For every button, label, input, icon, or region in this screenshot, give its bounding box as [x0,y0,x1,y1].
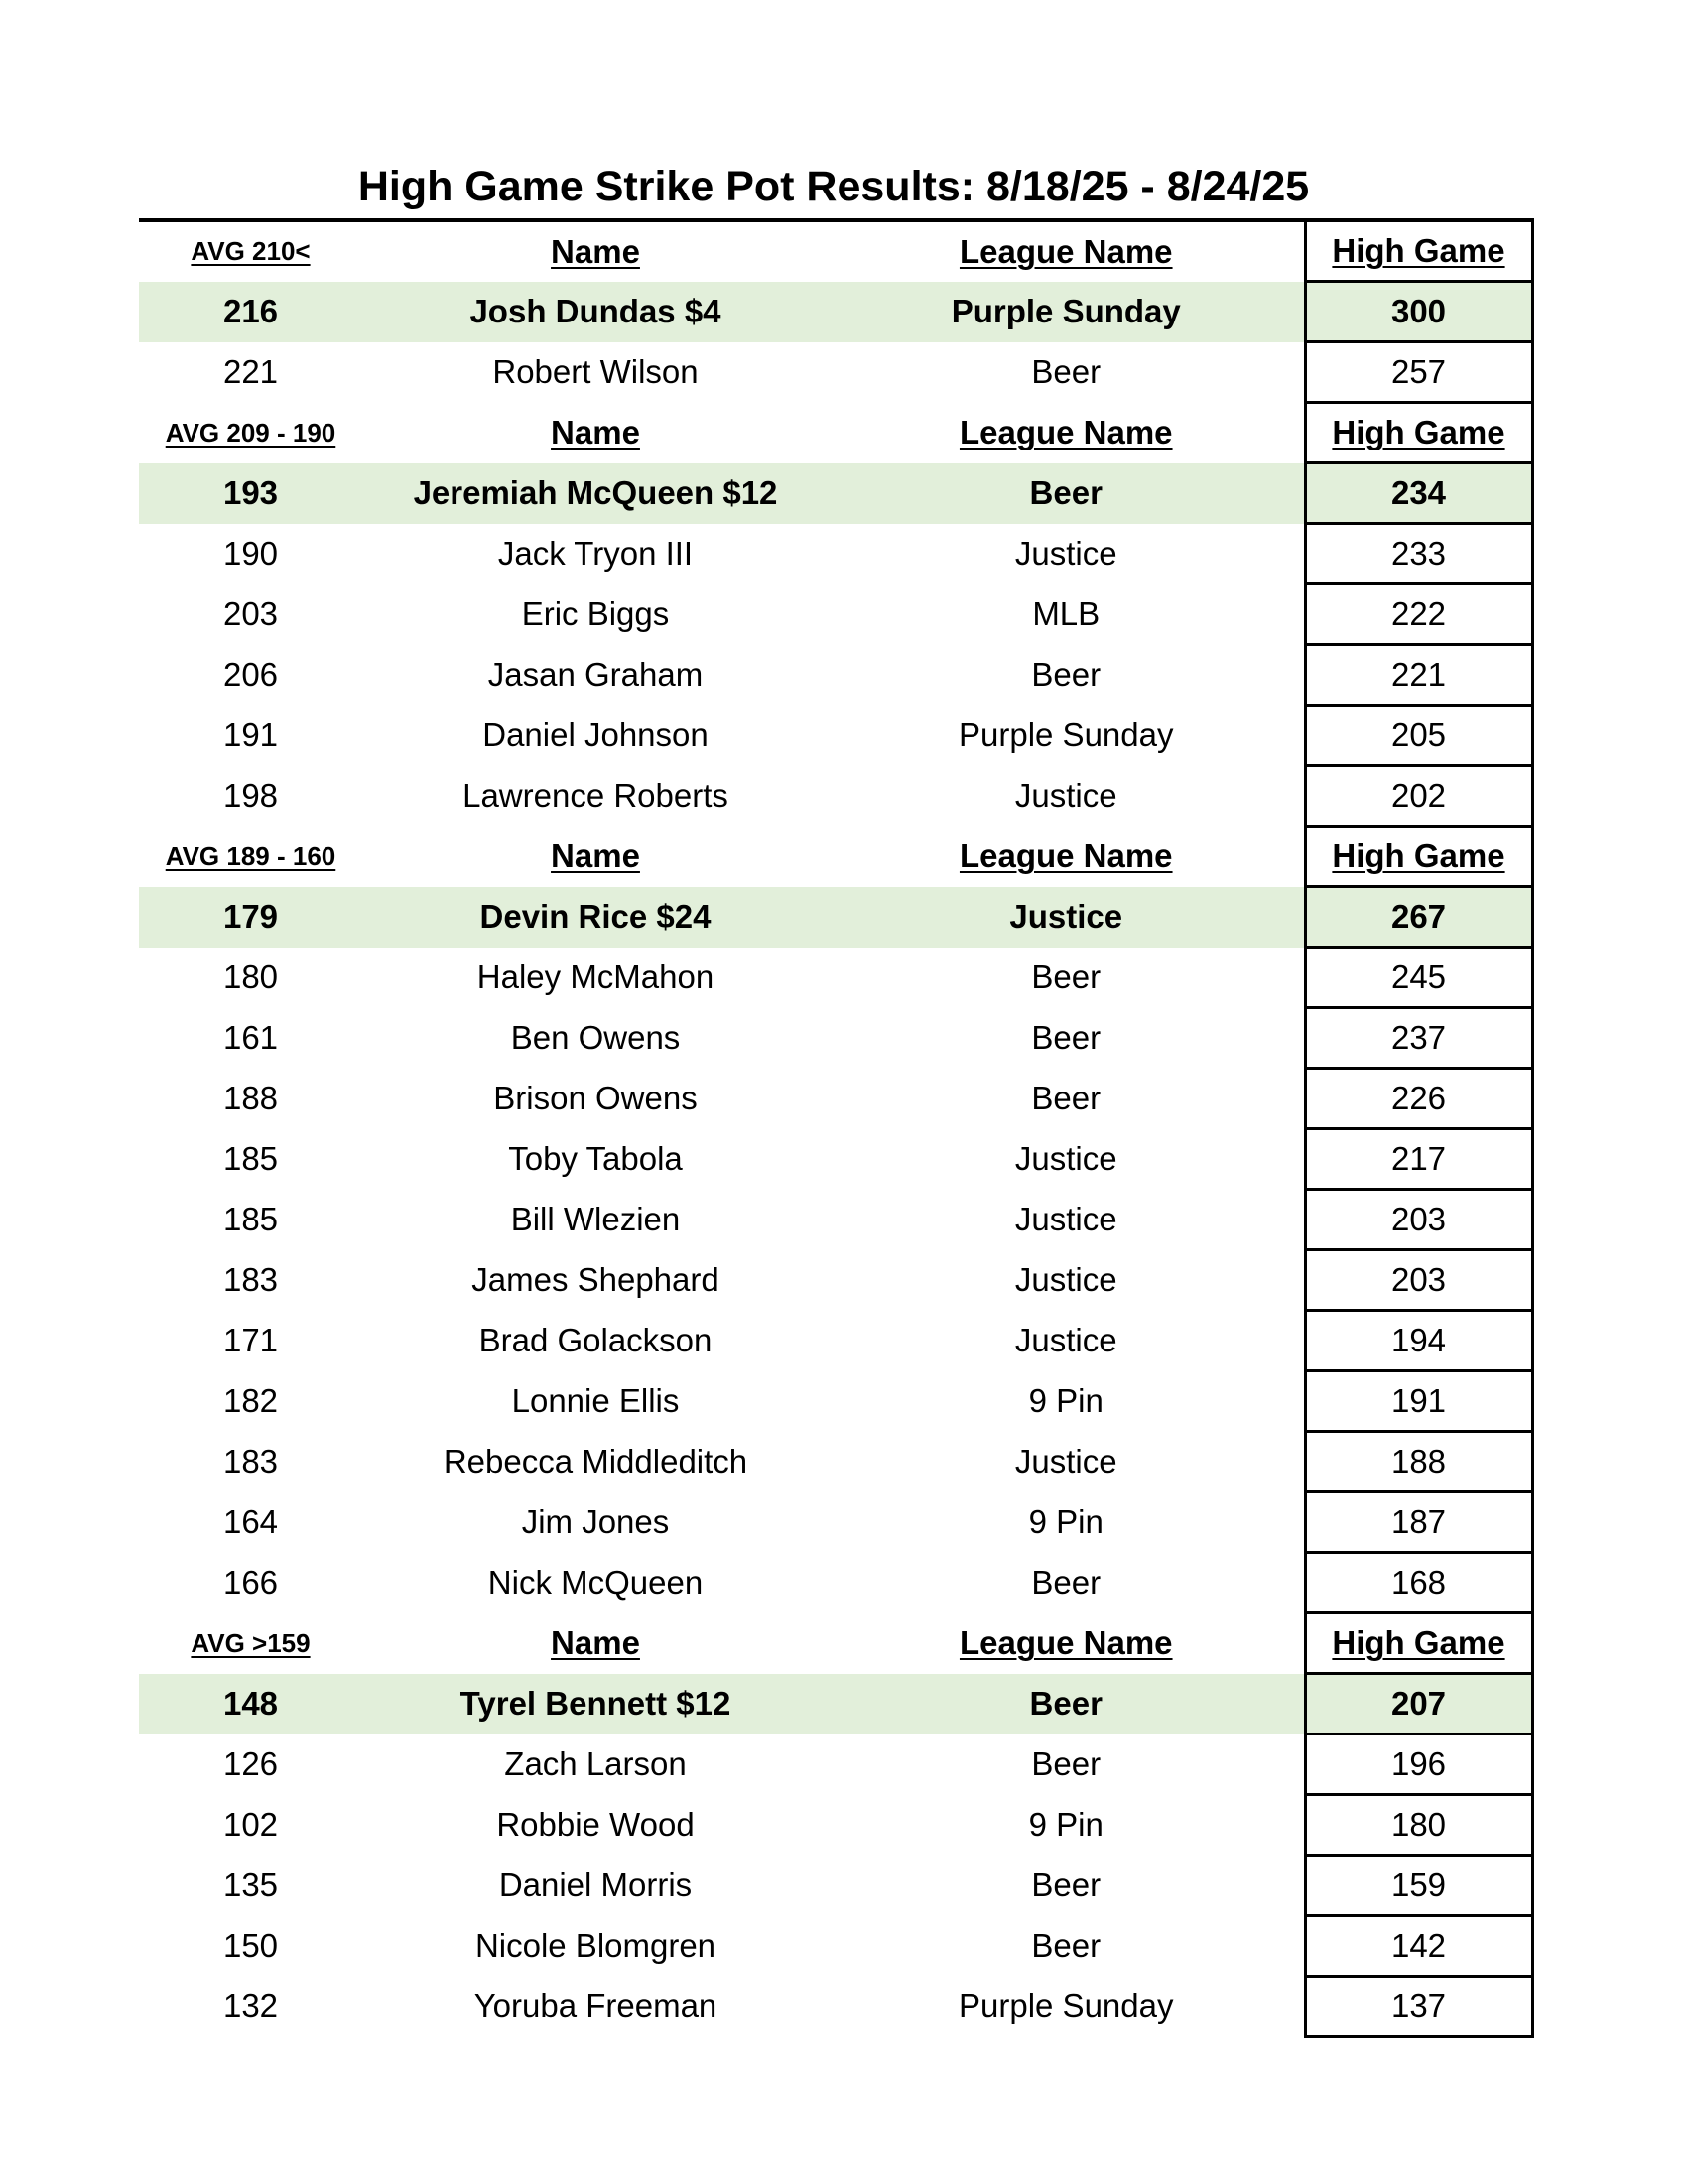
avg-cell: 190 [222,535,279,572]
table-row [139,706,1532,766]
league-name-cell: Justice [1014,1322,1117,1358]
avg-range-header: AVG >159 [191,1627,311,1658]
high-game-cell: 188 [1305,1432,1532,1492]
league-name-cell: Beer [829,463,1305,524]
winner-row [139,463,1532,524]
table-row [139,1492,1532,1553]
table-row [139,1795,1532,1856]
table-row [139,1069,1532,1129]
high-game-cell: 202 [1305,766,1532,827]
bowler-name-cell: James Shephard [471,1261,719,1298]
table-row [139,645,1532,706]
avg-cell: 183 [222,1443,279,1479]
high-game-cell: 221 [1305,645,1532,706]
avg-cell: 206 [222,656,279,693]
bowler-name-cell: Ben Owens [510,1019,681,1056]
table-row [139,948,1532,1008]
high-game-cell: 207 [1305,1674,1532,1734]
league-name-cell: Justice [1014,1261,1117,1298]
page-title: High Game Strike Pot Results: 8/18/25 - 8/24/25 [357,163,1310,210]
league-name-cell: Justice [1014,1443,1117,1479]
high-game-cell: 203 [1305,1190,1532,1250]
avg-cell: 148 [139,1674,362,1734]
high-game-cell: 142 [1305,1916,1532,1977]
bowler-name-cell: Yoruba Freeman [473,1988,717,2024]
avg-cell: 164 [222,1503,279,1540]
table-row [139,342,1532,403]
bowler-name-cell: Jim Jones [521,1503,670,1540]
high-game-cell: 191 [1305,1371,1532,1432]
avg-cell: 171 [222,1322,279,1358]
league-column-header: League Name [959,1624,1173,1661]
high-game-cell: 217 [1305,1129,1532,1190]
bowler-name-cell: Nicole Blomgren [474,1927,716,1964]
name-column-header: Name [551,837,640,874]
table-row [139,1250,1532,1311]
section-header-row [139,403,1532,463]
avg-cell: 135 [222,1866,279,1903]
high-game-cell: 137 [1305,1977,1532,2037]
league-name-cell: MLB [1032,595,1101,632]
section-header-row [139,827,1532,887]
table-row [139,524,1532,584]
high-game-cell: 180 [1305,1795,1532,1856]
section-header-row [139,1613,1532,1674]
avg-cell: 198 [222,777,279,814]
bowler-name-cell: Devin Rice $24 [362,887,829,948]
table-row [139,766,1532,827]
league-name-cell: Beer [1031,1927,1102,1964]
league-name-cell: Purple Sunday [959,1988,1174,2024]
bowler-name-cell: Rebecca Middleditch [443,1443,748,1479]
league-name-cell: Purple Sunday [959,716,1174,753]
bowler-name-cell: Brison Owens [493,1080,698,1116]
table-row [139,1856,1532,1916]
high-game-column-header: High Game [1305,403,1532,463]
avg-cell: 193 [139,463,362,524]
high-game-column-header: High Game [1305,1613,1532,1674]
high-game-cell: 300 [1305,282,1532,342]
high-game-column-header: High Game [1305,220,1532,282]
avg-cell: 216 [139,282,362,342]
winner-row [139,282,1532,342]
table-row [139,1129,1532,1190]
avg-cell: 191 [222,716,279,753]
bowler-name-cell: Bill Wlezien [510,1201,681,1237]
avg-cell: 161 [222,1019,279,1056]
avg-cell: 166 [222,1564,279,1601]
high-game-cell: 187 [1305,1492,1532,1553]
bowler-name-cell: Toby Tabola [508,1140,683,1177]
table-row [139,1008,1532,1069]
avg-cell: 188 [222,1080,279,1116]
league-name-cell: Beer [1031,1745,1102,1782]
high-game-cell: 233 [1305,524,1532,584]
bowler-name-cell: Daniel Johnson [482,716,709,753]
league-name-cell: Beer [1031,1019,1102,1056]
avg-range-header: AVG 210< [191,236,311,267]
league-name-cell: Justice [1014,535,1117,572]
avg-cell: 179 [139,887,362,948]
bowler-name-cell: Eric Biggs [521,595,670,632]
table-row [139,1190,1532,1250]
table-row [139,1432,1532,1492]
avg-cell: 183 [222,1261,279,1298]
bowler-name-cell: Tyrel Bennett $12 [362,1674,829,1734]
table-row [139,1371,1532,1432]
bowler-name-cell: Jack Tryon III [497,535,694,572]
bowler-name-cell: Lawrence Roberts [462,777,728,814]
table-row [139,1734,1532,1795]
high-game-cell: 205 [1305,706,1532,766]
avg-cell: 182 [222,1382,279,1419]
high-game-cell: 203 [1305,1250,1532,1311]
bowler-name-cell: Zach Larson [504,1745,687,1782]
league-name-cell: Beer [1031,959,1102,995]
name-column-header: Name [551,414,640,450]
avg-cell: 185 [222,1201,279,1237]
avg-cell: 150 [222,1927,279,1964]
league-name-cell: Beer [829,1674,1305,1734]
name-column-header: Name [551,1624,640,1661]
name-column-header: Name [551,232,640,270]
high-game-cell: 159 [1305,1856,1532,1916]
league-name-cell: Purple Sunday [829,282,1305,342]
table-row [139,1916,1532,1977]
high-game-cell: 234 [1305,463,1532,524]
league-column-header: League Name [959,414,1173,450]
avg-cell: 203 [222,595,279,632]
high-game-cell: 245 [1305,948,1532,1008]
bowler-name-cell: Haley McMahon [476,959,714,995]
league-name-cell: Beer [1031,656,1102,693]
bowler-name-cell: Brad Golackson [478,1322,713,1358]
bowler-name-cell: Robert Wilson [492,353,699,390]
league-name-cell: Justice [1014,1140,1117,1177]
avg-cell: 102 [222,1806,279,1843]
avg-cell: 126 [222,1745,279,1782]
league-column-header: League Name [959,232,1173,270]
table-row [139,1311,1532,1371]
results-table [139,218,1534,2038]
league-name-cell: 9 Pin [1028,1503,1104,1540]
winner-row [139,887,1532,948]
league-name-cell: Beer [1031,353,1102,390]
table-row [139,1977,1532,2037]
high-game-cell: 222 [1305,584,1532,645]
high-game-cell: 168 [1305,1553,1532,1613]
avg-cell: 221 [222,353,279,390]
bowler-name-cell: Daniel Morris [498,1866,693,1903]
section-header-row [139,220,1532,282]
bowler-name-cell: Nick McQueen [487,1564,704,1601]
avg-range-header: AVG 209 - 190 [165,417,336,448]
bowler-name-cell: Jeremiah McQueen $12 [362,463,829,524]
high-game-cell: 226 [1305,1069,1532,1129]
avg-cell: 185 [222,1140,279,1177]
winner-row [139,1674,1532,1734]
bowler-name-cell: Lonnie Ellis [511,1382,680,1419]
bowler-name-cell: Robbie Wood [496,1806,695,1843]
league-column-header: League Name [959,837,1173,874]
high-game-cell: 196 [1305,1734,1532,1795]
bowler-name-cell: Jasan Graham [487,656,704,693]
league-name-cell: Beer [1031,1080,1102,1116]
table-row [139,584,1532,645]
bowler-name-cell: Josh Dundas $4 [362,282,829,342]
avg-range-header: AVG 189 - 160 [165,840,336,871]
league-name-cell: 9 Pin [1028,1806,1104,1843]
results-body [139,220,1532,2037]
avg-cell: 180 [222,959,279,995]
league-name-cell: Beer [1031,1866,1102,1903]
league-name-cell: Justice [1014,777,1117,814]
league-name-cell: Justice [829,887,1305,948]
league-name-cell: 9 Pin [1028,1382,1104,1419]
high-game-column-header: High Game [1305,827,1532,887]
high-game-cell: 237 [1305,1008,1532,1069]
high-game-cell: 194 [1305,1311,1532,1371]
high-game-cell: 257 [1305,342,1532,403]
high-game-cell: 267 [1305,887,1532,948]
table-row [139,1553,1532,1613]
league-name-cell: Beer [1031,1564,1102,1601]
league-name-cell: Justice [1014,1201,1117,1237]
avg-cell: 132 [222,1988,279,2024]
